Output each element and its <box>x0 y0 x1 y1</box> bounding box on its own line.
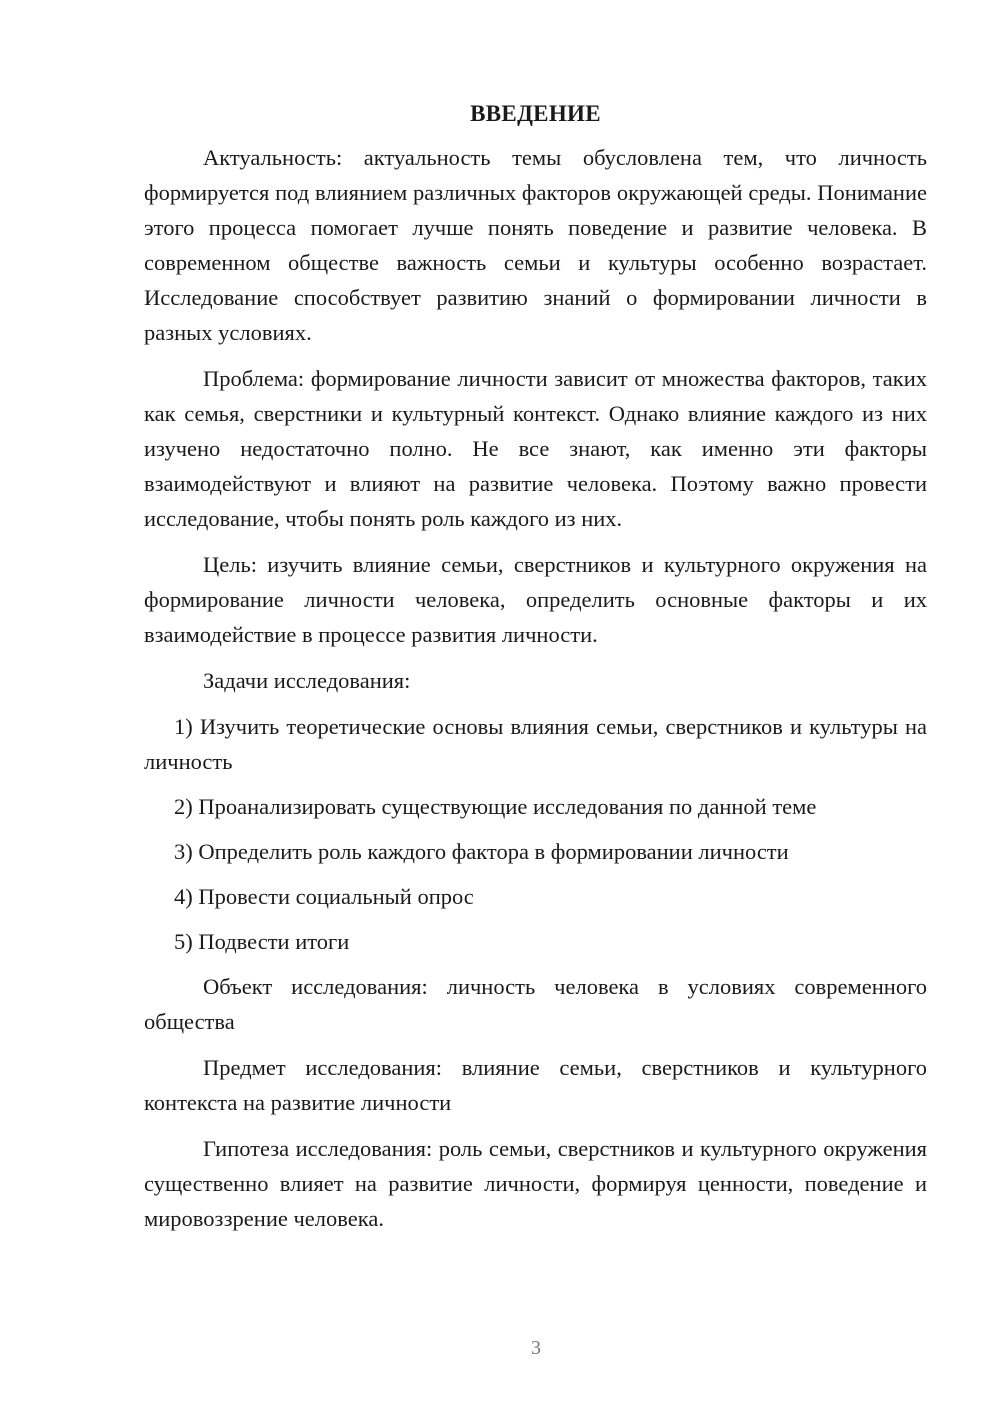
task-item: 5) Подвести итоги <box>174 929 350 954</box>
subject-paragraph: Предмет исследования: влияние семьи, сверстников и культурного контекста на развитие личности <box>144 1055 927 1115</box>
hypothesis-paragraph: Гипотеза исследования: роль семьи, сверстников и культурного окружения существенно влияет на развитие личности, формируя ценности, поведение и мировоззрение человека. <box>144 1136 927 1231</box>
relevance-paragraph: Актуальность: актуальность темы обусловлена тем, что личность формируется под влиянием различных факторов окружающей среды. Понимание этого процесса помогает лучше понять поведение и развитие человека. В современном обществе важность семьи и культуры особенно возрастает. Исследование способствует развитию знаний о формировании личности в разных условиях. <box>144 145 927 345</box>
task-item: 1) Изучить теоретические основы влияния семьи, сверстников и культуры на личность <box>144 714 927 774</box>
page-number: 3 <box>531 1337 541 1359</box>
task-item: 4) Провести социальный опрос <box>174 884 474 909</box>
object-paragraph: Объект исследования: личность человека в условиях современного общества <box>144 974 927 1034</box>
tasks-heading: Задачи исследования: <box>203 668 411 693</box>
tasks-list <box>144 709 927 959</box>
problem-paragraph: Проблема: формирование личности зависит от множества факторов, таких как семья, сверстники и культурный контекст. Однако влияние каждого из них изучено недостаточно полно. Не все знают, как именно эти факторы взаимодействуют и влияют на развитие человека. Поэтому важно провести исследование, чтобы понять роль каждого из них. <box>144 366 927 531</box>
task-item: 3) Определить роль каждого фактора в формировании личности <box>174 839 789 864</box>
goal-paragraph: Цель: изучить влияние семьи, сверстников и культурного окружения на формирование личности человека, определить основные факторы и их взаимодействие в процессе развития личности. <box>144 552 927 647</box>
page-title: ВВЕДЕНИЕ <box>470 101 601 126</box>
page-content <box>144 96 927 1247</box>
task-item: 2) Проанализировать существующие исследования по данной теме <box>174 794 817 819</box>
